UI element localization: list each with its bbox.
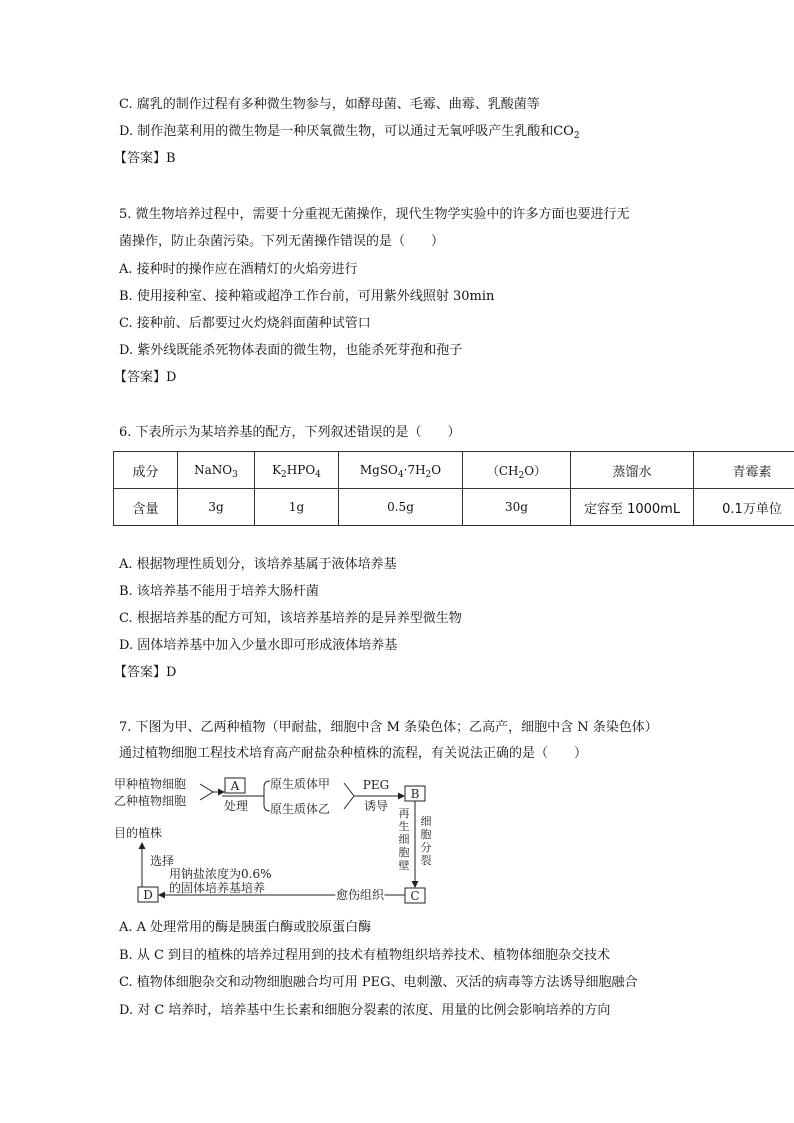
- regen-char-1: 再: [398, 807, 410, 820]
- table-row-ingredients: [114, 452, 794, 489]
- k2hpo4-hpo: HPO: [286, 463, 316, 477]
- q5-answer: 【答案】D: [114, 370, 177, 385]
- k2hpo4-sub-4: 4: [315, 470, 321, 480]
- cell-amount-2: 1g: [255, 489, 339, 526]
- merge-bracket: [200, 784, 213, 800]
- peg-label: PEG: [362, 778, 390, 792]
- q7-option-b: B. 从 C 到目的植株的培养过程用到的技术有植物组织培养技术、植物体细胞杂交技术: [119, 948, 611, 963]
- mgso4-mgso: MgSO: [359, 463, 398, 477]
- regen-char-2: 生: [398, 820, 410, 833]
- regen-char-3: 细: [398, 833, 410, 846]
- nano3-sub: 3: [232, 470, 238, 480]
- co2-subscript: 2: [573, 131, 580, 141]
- row-label-amount: 含量: [114, 489, 178, 526]
- q7-option-d: D. 对 C 培养时，培养基中生长素和细胞分裂素的浓度、用量的比例会影响培养的方向: [119, 1003, 611, 1018]
- box-c-label: C: [410, 889, 420, 903]
- row-label-ingredient: 成分: [114, 452, 178, 489]
- medium-recipe-table: [113, 451, 794, 526]
- q5-stem-line-1: 5. 微生物培养过程中，需要十分重视无菌操作，现代生物学实验中的许多方面也要进行无: [119, 207, 630, 222]
- q4-option-d-text: D. 制作泡菜利用的微生物是一种厌氧微生物，可以通过无氧呼吸产生乳酸和CO: [119, 124, 574, 139]
- q7-stem-line-2: 通过植物细胞工程技术培育高产耐盐杂种植株的流程，有关说法正确的是（ ）: [119, 746, 588, 761]
- mgso4-sub-4: 4: [397, 470, 404, 480]
- ch2o-sub: 2: [518, 470, 525, 481]
- regen-char-4: 胞: [398, 846, 410, 859]
- mgso4-o: O: [431, 463, 442, 477]
- q6-answer: 【答案】D: [114, 665, 177, 680]
- mgso4-sub-2: 2: [425, 470, 432, 480]
- q6-option-b: B. 该培养基不能用于培养大肠杆菌: [119, 584, 319, 599]
- divide-char-4: 裂: [420, 854, 432, 867]
- cell-amount-1: 3g: [178, 489, 255, 526]
- fusion-bracket: [344, 783, 354, 809]
- q4-answer: 【答案】B: [114, 151, 176, 166]
- cell-amount-6: 0.1万单位: [694, 489, 794, 526]
- protoplast-b-label: 原生质体乙: [270, 802, 331, 816]
- q6-option-c: C. 根据培养基的配方可知，该培养基培养的是异养型微生物: [119, 611, 462, 626]
- q5-option-b: B. 使用接种室、接种箱或超净工作台前，可用紫外线照射 30min: [119, 289, 495, 304]
- cell-penicillin: 青霉素: [694, 452, 794, 489]
- plant-a-label: 甲种植物细胞: [114, 777, 187, 791]
- ch2o-post: O）: [524, 463, 547, 478]
- q6-stem: 6. 下表所示为某培养基的配方，下列叙述错误的是（ ）: [119, 425, 461, 440]
- cell-distilled-water: 蒸馏水: [571, 452, 694, 489]
- box-a-label: A: [230, 779, 240, 793]
- cell-k2hpo4: [255, 452, 339, 489]
- cell-mgso4: [339, 452, 463, 489]
- q7-option-c: C. 植物体细胞杂交和动物细胞融合均可用 PEG、电刺激、灭活的病毒等方法诱导细胞融合: [119, 975, 638, 990]
- q7-option-a: A. A 处理常用的酶是胰蛋白酶或胶原蛋白酶: [119, 920, 372, 935]
- q4-option-d: [119, 124, 580, 140]
- select-label: 选择: [150, 854, 175, 868]
- callus-label: 愈伤组织: [336, 888, 385, 902]
- q5-option-c: C. 接种前、后都要过火灼烧斜面菌种试管口: [119, 316, 371, 331]
- table-row-amounts: [114, 489, 794, 526]
- cell-amount-3: 0.5g: [339, 489, 463, 526]
- protoplast-a-label: 原生质体甲: [270, 777, 331, 791]
- k2hpo4-sub-2: 2: [281, 470, 287, 480]
- q6-option-d: D. 固体培养基中加入少量水即可形成液体培养基: [119, 638, 398, 653]
- medium-line-2: 的固体培养基培养: [169, 881, 266, 895]
- box-d-label: D: [143, 888, 153, 902]
- q5-option-a: A. 接种时的操作应在酒精灯的火焰旁进行: [119, 262, 358, 277]
- cell-nano3: [178, 452, 255, 489]
- cell-amount-5: 定容至 1000mL: [571, 489, 694, 526]
- divide-char-1: 细: [420, 815, 432, 828]
- divide-char-2: 胞: [420, 828, 432, 841]
- q7-stem-line-1: 7. 下图为甲、乙两种植物（甲耐盐，细胞中含 M 条染色体；乙高产，细胞中含 N 条染色体）: [119, 720, 658, 735]
- treat-label: 处理: [224, 799, 249, 813]
- cell-amount-4: 30g: [463, 489, 571, 526]
- cell-ch2o: [463, 452, 571, 489]
- q4-option-c: C. 腐乳的制作过程有多种微生物参与，如酵母菌、毛霉、曲霉、乳酸菌等: [119, 97, 540, 112]
- q5-option-d: D. 紫外线既能杀死物体表面的微生物，也能杀死芽孢和孢子: [119, 343, 463, 358]
- mgso4-water: ·7H: [403, 463, 426, 477]
- box-b-label: B: [410, 787, 420, 801]
- target-plant-label: 目的植株: [114, 826, 163, 840]
- nano3-main: NaNO: [194, 463, 233, 477]
- divide-char-3: 分: [420, 841, 432, 854]
- regen-char-5: 壁: [398, 859, 410, 872]
- k2hpo4-k: K: [272, 463, 282, 477]
- q6-option-a: A. 根据物理性质划分，该培养基属于液体培养基: [119, 557, 397, 572]
- ch2o-pre: （CH: [486, 463, 519, 478]
- plant-b-label: 乙种植物细胞: [114, 794, 187, 808]
- q5-stem-line-2: 菌操作，防止杂菌污染。下列无菌操作错误的是（ ）: [119, 234, 445, 249]
- cell-engineering-flowchart: [112, 773, 432, 905]
- induce-label: 诱导: [363, 799, 389, 813]
- medium-line-1: 用钠盐浓度为0.6%: [169, 867, 272, 881]
